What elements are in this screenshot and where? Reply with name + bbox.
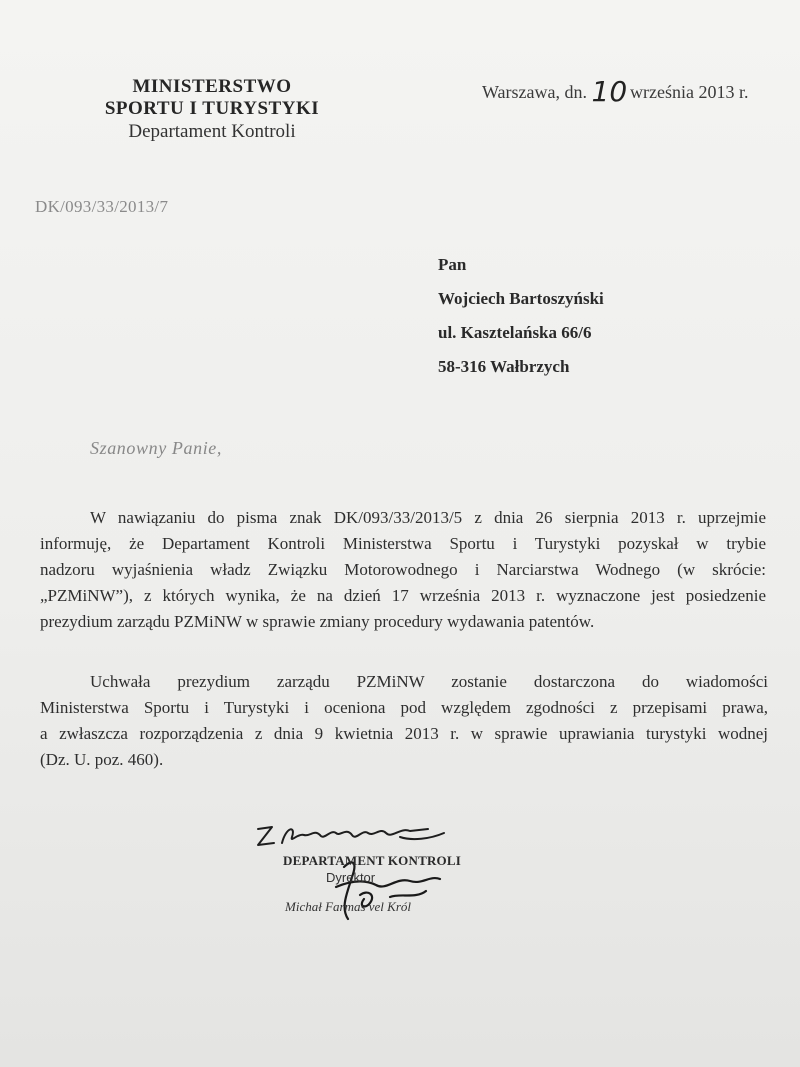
recipient-address: [438, 248, 604, 384]
signature-name: Michał Farmas vel Król: [285, 899, 412, 914]
letterhead-ministry: MINISTERSTWO: [132, 76, 292, 97]
signature-department: DEPARTAMENT KONTROLI: [283, 853, 461, 868]
body-paragraph-2: [40, 669, 768, 773]
recipient-name: Wojciech Bartoszyński: [438, 289, 604, 308]
signature-role: Dyrektor: [326, 870, 376, 885]
date-day-handwritten: 10: [591, 75, 628, 108]
letterhead: [92, 76, 332, 144]
paragraph-line: W nawiązaniu do pisma znak DK/093/33/2013/5 z dnia 26 sierpnia 2013 r. uprzejmie: [90, 508, 766, 527]
signature-block: [240, 815, 480, 925]
recipient-city: 58-316 Wałbrzych: [438, 357, 570, 376]
paragraph-line: a zwłaszcza rozporządzenia z dnia 9 kwietnia 2013 r. w sprawie uprawiania turystyki wodnej: [40, 724, 768, 743]
letterhead-ministry-name: SPORTU I TURYSTYKI: [104, 98, 320, 119]
paragraph-line: prezydium zarządu PZMiNW w sprawie zmiany procedury wydawania patentów.: [40, 612, 595, 631]
letterhead-department: Departament Kontroli: [128, 121, 296, 142]
date-suffix: września 2013 r.: [630, 82, 749, 102]
salutation: Szanowny Panie,: [90, 438, 222, 458]
paragraph-line: nadzoru wyjaśnienia władz Związku Motorowodnego i Narciarstwa Wodnego (w skrócie:: [40, 560, 766, 579]
letter-date: [482, 72, 749, 108]
recipient-street: ul. Kasztelańska 66/6: [438, 323, 592, 342]
body-paragraph-1: [40, 505, 766, 635]
paragraph-line: (Dz. U. poz. 460).: [40, 750, 164, 769]
paragraph-line: „PZMiNW”), z których wynika, że na dzień 17 września 2013 r. wyznaczone jest posiedzenie: [40, 586, 766, 605]
paragraph-line: Ministerstwa Sportu i Turystyki i oceniona pod względem zgodności z przepisami prawa,: [40, 698, 768, 717]
recipient-title: Pan: [438, 255, 467, 274]
date-prefix: Warszawa, dn.: [482, 82, 588, 102]
paragraph-line: informuję, że Departament Kontroli Ministerstwa Sportu i Turystyki pozyskał w trybie: [40, 534, 766, 553]
paragraph-line: Uchwała prezydium zarządu PZMiNW zostanie dostarczona do wiadomości: [90, 672, 768, 691]
reference-number: DK/093/33/2013/7: [35, 197, 169, 216]
